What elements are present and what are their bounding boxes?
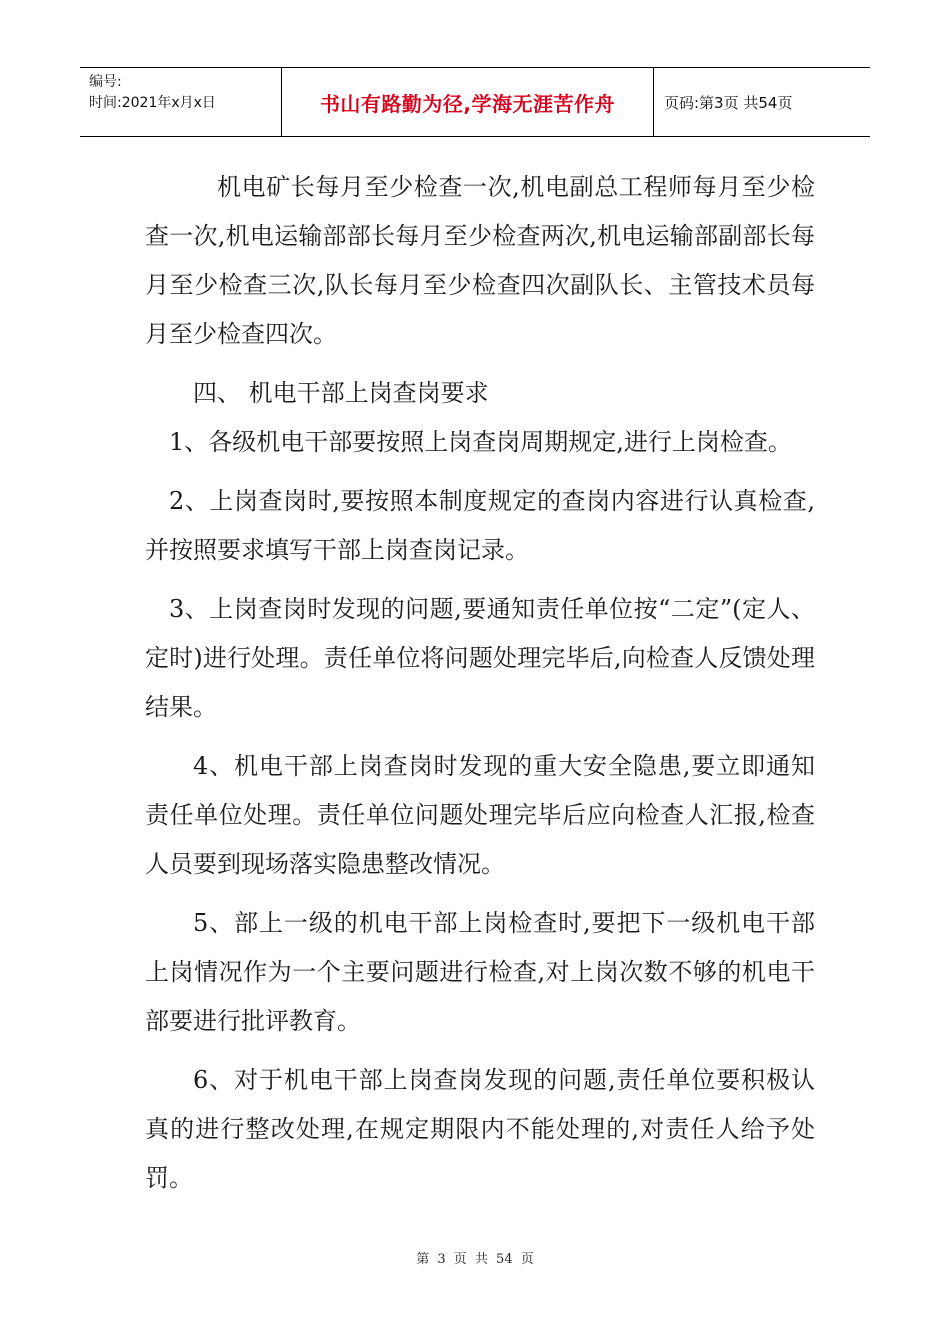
header-page-info: 页码:第3页 共54页 (664, 93, 793, 112)
header-page-cell (654, 68, 870, 136)
list-item-4: 4、机电干部上岗查岗时发现的重大安全隐患,要立即通知责任单位处理。责任单位问题处理完毕后应向检查人汇报,检查人员要到现场落实隐患整改情况。 (145, 752, 815, 878)
list-item-2: 2、上岗查岗时,要按照本制度规定的查岗内容进行认真检查,并按照要求填写干部上岗查岗记录。 (145, 487, 815, 564)
header-meta-cell (80, 68, 282, 136)
document-number-label: 编号: (89, 74, 122, 90)
page-footer: 第 3 页 共 54 页 (416, 1252, 534, 1267)
list-item-5: 5、部上一级的机电干部上岗检查时,要把下一级机电干部上岗情况作为一个主要问题进行检查,对上岗次数不够的机电干部要进行批评教育。 (145, 909, 815, 1035)
list-item-1: 1、各级机电干部要按照上岗查岗周期规定,进行上岗检查。 (169, 428, 792, 456)
document-date: 时间:2021年x月x日 (89, 95, 216, 111)
document-header (80, 67, 870, 137)
header-motto-cell (282, 68, 654, 136)
header-motto: 书山有路勤为径,学海无涯苦作舟 (319, 91, 616, 116)
paragraph-inspection-frequency: 机电矿长每月至少检查一次,机电副总工程师每月至少检查一次,机电运输部部长每月至少检查两次,机电运输部副部长每月至少检查三次,队长每月至少检查四次副队长、主管技术员每月至少检查四次。 (145, 173, 815, 348)
list-item-6: 6、对于机电干部上岗查岗发现的问题,责任单位要积极认真的进行整改处理,在规定期限内不能处理的,对责任人给予处罚。 (145, 1066, 815, 1192)
list-item-3: 3、上岗查岗时发现的问题,要通知责任单位按“二定”(定人、定时)进行处理。责任单位将问题处理完毕后,向检查人反馈处理结果。 (145, 595, 815, 721)
document-body (145, 163, 815, 1203)
section-heading-4: 四、 机电干部上岗查岗要求 (193, 379, 489, 407)
